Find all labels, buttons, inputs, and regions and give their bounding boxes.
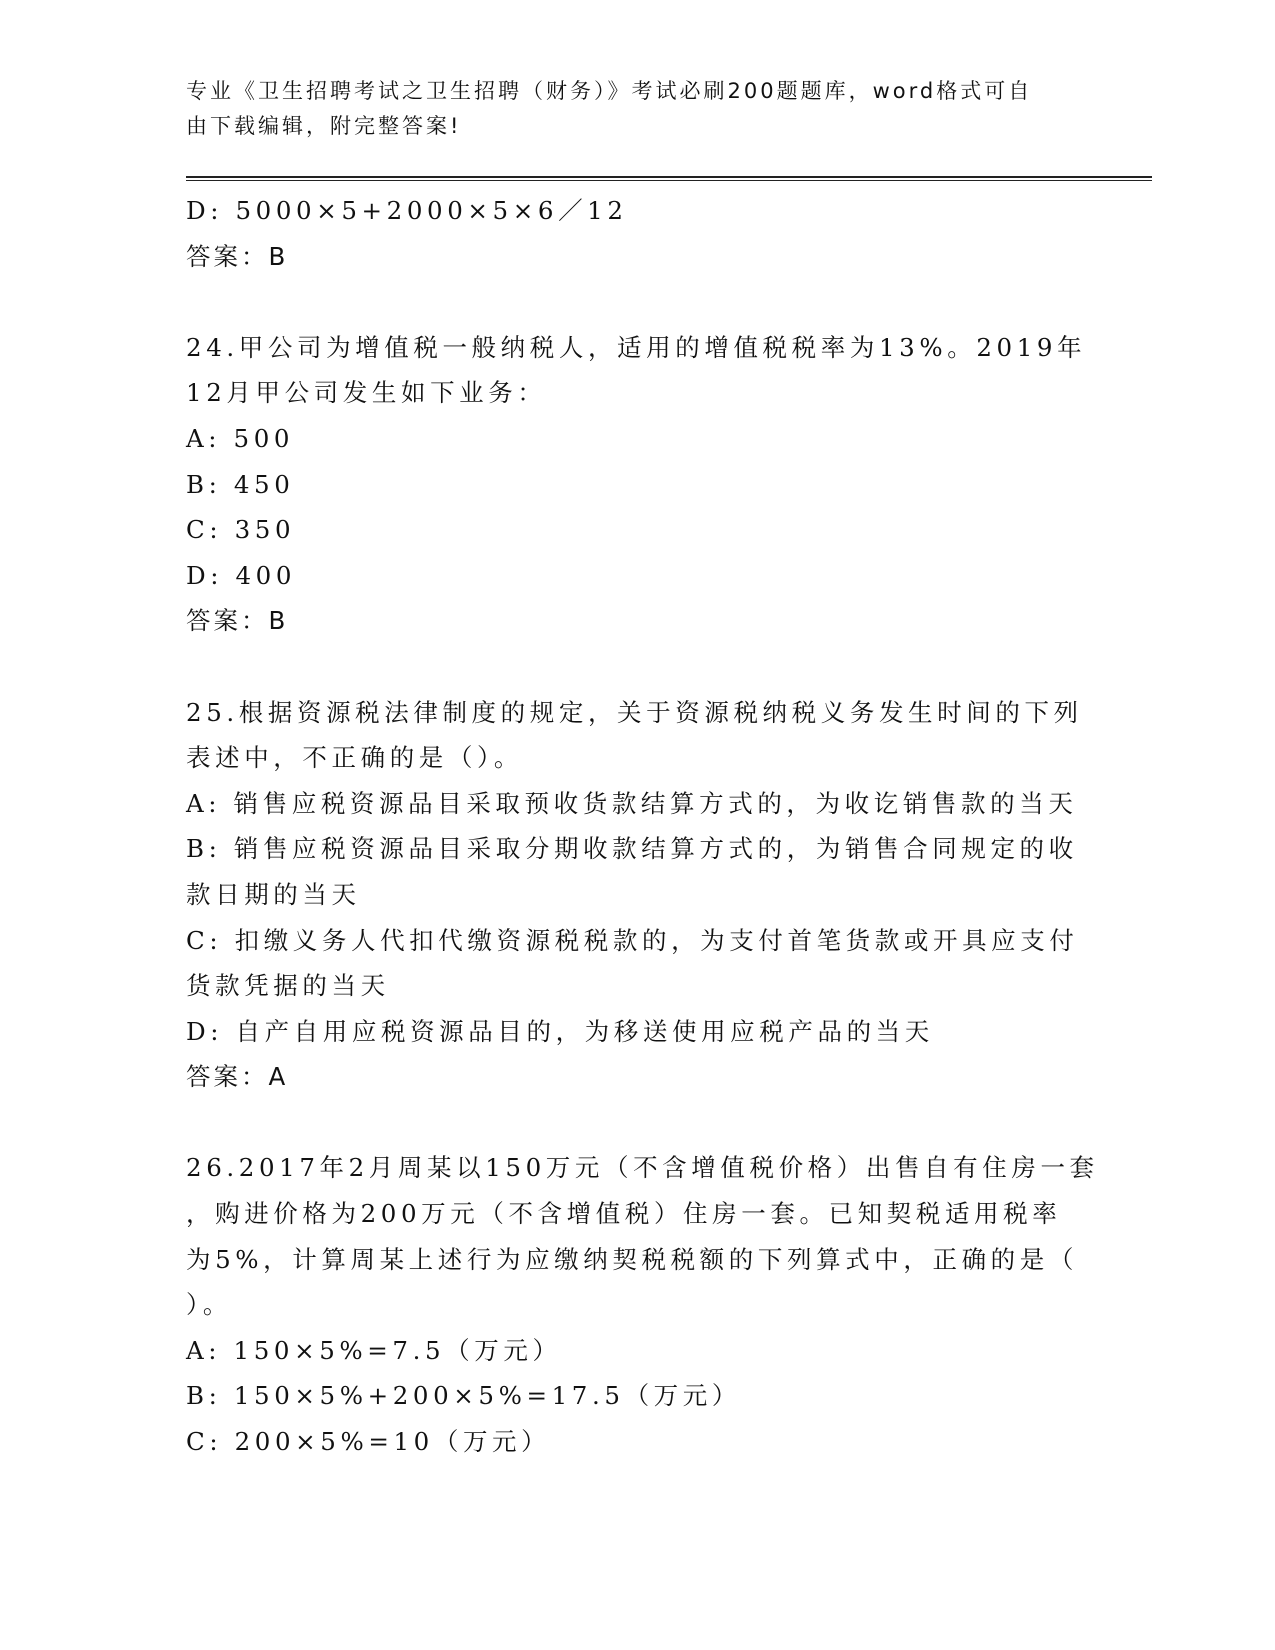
question-stem: 为5%，计算周某上述行为应缴纳契税税额的下列算式中，正确的是（ [186,1244,1078,1274]
answer: 答案：A [186,1062,289,1092]
question-stem: 表述中，不正确的是（）。 [186,743,523,773]
option-b-continued: 款日期的当天 [186,879,361,909]
option-d: D: 400 [186,560,297,590]
header-line-1: 专业《卫生招聘考试之卫生招聘（财务）》考试必刷200题题库，word格式可自 [186,79,1033,103]
option-a: A: 500 [186,423,295,453]
option-d: D: 自产自用应税资源品目的，为移送使用应税产品的当天 [186,1016,934,1046]
option-a: A: 销售应税资源品目采取预收货款结算方式的，为收讫销售款的当天 [186,788,1078,818]
question-stem: 24.甲公司为增值税一般纳税人，适用的增值税税率为13%。2019年 [186,332,1087,362]
option-c: C: 扣缴义务人代扣代缴资源税税款的，为支付首笔货款或开具应支付 [186,925,1079,955]
question-23-tail [186,188,1086,279]
option-c-continued: 货款凭据的当天 [186,971,390,1001]
header-divider-thin [186,180,1152,181]
question-stem: 25.根据资源税法律制度的规定，关于资源税纳税义务发生时间的下列 [186,697,1083,727]
document-header [186,74,1066,144]
question-stem: ，购进价格为200万元（不含增值税）住房一套。已知契税适用税率 [186,1199,1062,1229]
question-24 [186,325,1086,644]
option-c: C: 350 [186,515,296,545]
spacer [186,279,1086,325]
spacer [186,644,1086,690]
document-body [186,188,1099,1465]
answer: 答案：B [186,241,289,271]
header-divider-thick [186,176,1152,178]
option-b: B: 销售应税资源品目采取分期收款结算方式的，为销售合同规定的收 [186,834,1078,864]
question-stem: 12月甲公司发生如下业务： [186,378,547,408]
header-line-2: 由下载编辑，附完整答案! [186,114,462,138]
option-c: C: 200×5%=10（万元） [186,1427,551,1457]
option-b: B: 150×5%+200×5%=17.5（万元） [186,1381,741,1411]
spacer [186,1100,1086,1146]
question-stem: ）。 [186,1290,232,1320]
question-stem: 26.2017年2月周某以150万元（不含增值税价格）出售自有住房一套 [186,1153,1099,1183]
answer: 答案：B [186,606,289,636]
option-a: A: 150×5%=7.5（万元） [186,1335,562,1365]
option-d: D: 5000×5+2000×5×6／12 [186,196,628,225]
option-b: B: 450 [186,469,295,499]
question-26 [186,1145,1099,1464]
question-25 [186,690,1086,1100]
